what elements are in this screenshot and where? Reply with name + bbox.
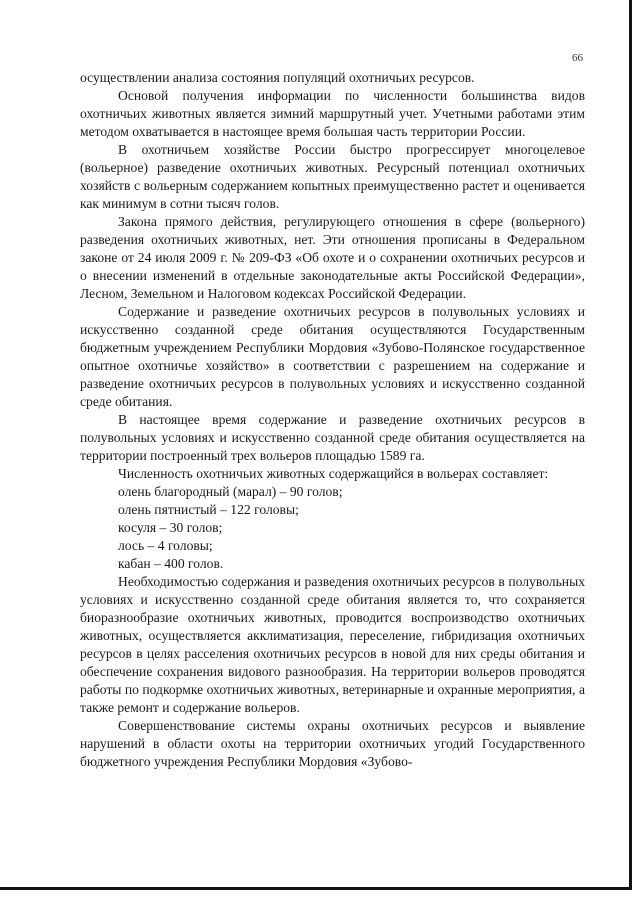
list-item: лось – 4 головы; (118, 538, 213, 553)
paragraph: Совершенствование системы охраны охотничьих ресурсов и выявление нарушений в области охоты на территории охотничьих угодий Государственного бюджетного учреждения Республики Мордовия «Зубово- (80, 718, 585, 769)
paragraph: В настоящее время содержание и разведение охотничьих ресурсов в полувольных условиях и искусственно созданной среде обитания осуществляется на территории построенный трех вольеров площадью 1589 га. (80, 412, 585, 463)
list-item: кабан – 400 голов. (118, 556, 224, 571)
paragraph: Необходимостью содержания и разведения охотничьих ресурсов в полувольных условиях и искусственно созданной среде обитания является то, что сохраняется биоразнообразие охотничьих животных, проводится воспроизводство охотничьих животных, осуществляется акклиматизация, переселение, гибридизация охотничьих ресурсов в целях расселения охотничьих ресурсов в новой для них среды обитания и обеспечение сохранения видового разнообразия. На территории вольеров проводятся работы по подкормке охотничьих животных, ветеринарные и охранные мероприятия, а также ремонт и содержание вольеров. (80, 574, 585, 715)
paragraph: Основой получения информации по численности большинства видов охотничьих животных является зимний маршрутный учет. Учетными работами этим методом охватывается в настоящее время большая часть территории России. (80, 88, 585, 139)
list-item: косуля – 30 голов; (118, 520, 223, 535)
paragraph: Закона прямого действия, регулирующего отношения в сфере (вольерного) разведения охотничьих животных, нет. Эти отношения прописаны в Федеральном законе от 24 июля 2009 г. № 209-ФЗ «Об охоте и о сохранении охотничьих ресурсов и о внесении изменений в отдельные законодательные акты Российской Федерации», Лесном, Земельном и Налоговом кодексах Российской Федерации. (80, 214, 585, 301)
document-body (80, 69, 585, 771)
paragraph: В охотничьем хозяйстве России быстро прогрессирует многоцелевое (вольерное) разведение охотничьих животных. Ресурсный потенциал охотничьих хозяйств с вольерным содержанием копытных преимущественно растет и оценивается как минимум в сотни тысяч голов. (80, 142, 585, 211)
page-number: 66 (572, 52, 583, 64)
paragraph: Содержание и разведение охотничьих ресурсов в полувольных условиях и искусственно созданной среде обитания осуществляются Государственным бюджетным учреждением Республики Мордовия «Зубово-Полянское государственное опытное охотничье хозяйство» в соответствии с разрешением на содержание и разведение охотничьих ресурсов в полувольных условиях и искусственно созданной среде обитания. (80, 304, 585, 409)
paragraph: Численность охотничьих животных содержащийся в вольерах составляет: (118, 466, 549, 481)
scan-border-right (629, 0, 632, 890)
list-item: олень пятнистый – 122 головы; (118, 502, 299, 517)
list-item: олень благородный (марал) – 90 голов; (118, 484, 343, 499)
scan-border-bottom (0, 887, 632, 890)
paragraph: осуществлении анализа состояния популяций охотничьих ресурсов. (80, 70, 475, 85)
